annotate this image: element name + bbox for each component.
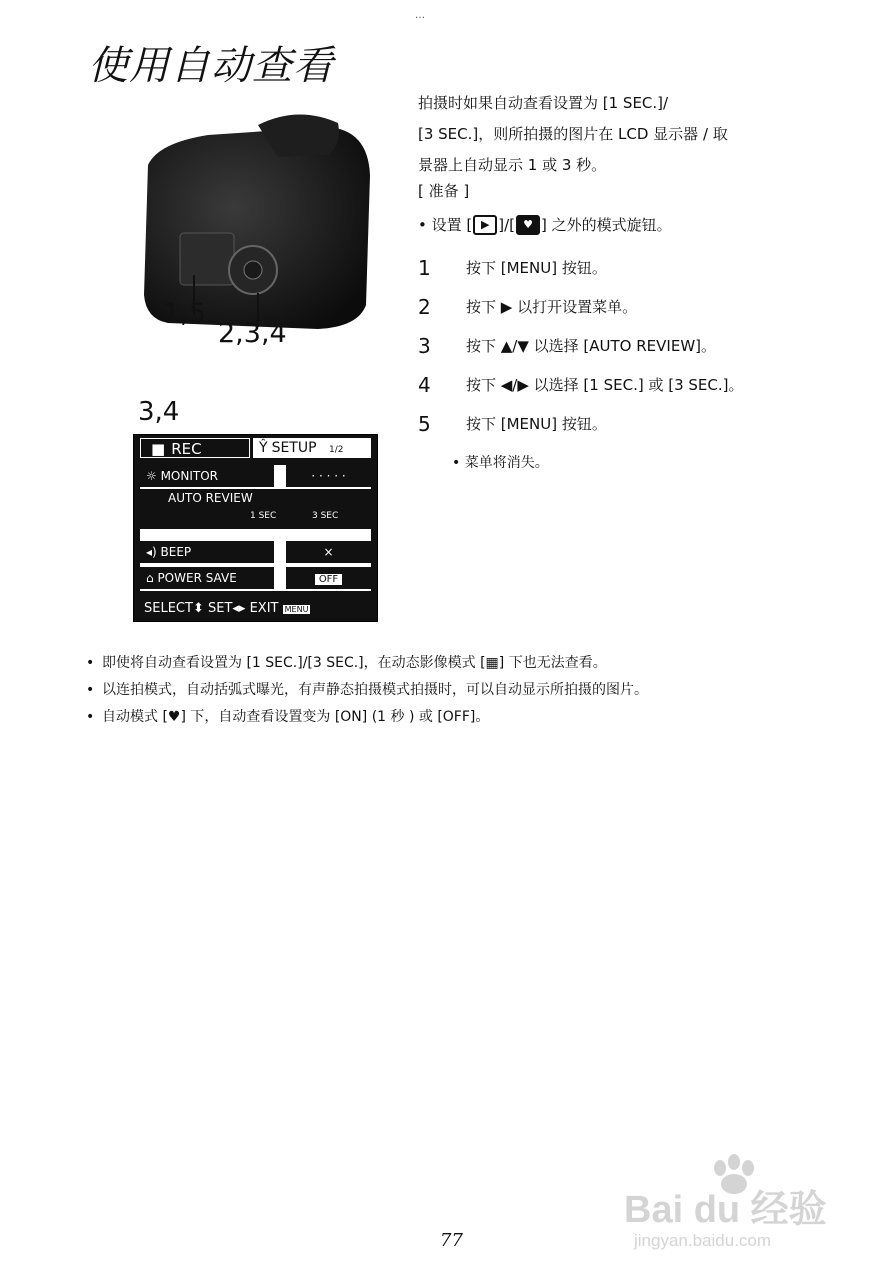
step-text: 按下 [MENU] 按钮。 (466, 259, 607, 277)
lcd-beep-value: × (286, 541, 371, 563)
lcd-opt-3sec: 3 SEC (312, 511, 339, 521)
bullet-icon: • (86, 709, 95, 725)
prep-bullet-sep: ]/[ (498, 215, 516, 234)
step-number: 3 (418, 333, 431, 358)
lcd-beep-label (140, 541, 274, 563)
lcd-auto-review-label: AUTO REVIEW (168, 491, 253, 505)
prep-heading: [ 准备 ] (418, 182, 470, 200)
notes-list (86, 650, 846, 731)
watermark-url: jingyan.baidu.com (634, 1231, 772, 1250)
page-title: 使用自动查看 (88, 43, 334, 89)
step-text: 按下 ◀/▶ 以选择 [1 SEC.] 或 [3 SEC.]。 (466, 376, 744, 394)
lcd-menu-illustration (133, 434, 378, 622)
step-item (418, 326, 858, 365)
step-number: 2 (418, 294, 431, 319)
header-mark: … (415, 10, 425, 21)
prep-bullet-prefix: • 设置 [ (418, 216, 473, 234)
note-text: 即使将自动查看设置为 [1 SEC.]/[3 SEC.]，在动态影像模式 [▦] 下也无法查看。 (102, 655, 607, 671)
lcd-row-auto-review (140, 489, 371, 529)
note-text: 自动模式 [♥] 下，自动查看设置变为 [ON] (1 秒 ) 或 [OFF]。 (102, 709, 490, 725)
lcd-opt-1sec: 1 SEC (250, 511, 277, 521)
lcd-row-beep (140, 541, 371, 563)
intro-line: [3 SEC.]，则所拍摄的图片在 LCD 显示器 / 取 (418, 125, 728, 143)
step-number: 4 (418, 372, 431, 397)
left-right-icon: ◂▸ (232, 601, 250, 616)
step-5-note: • 菜单将消失。 (452, 455, 549, 471)
lcd-tab-rec-label: REC (171, 440, 202, 458)
intro-line: 拍摄时如果自动查看设置为 [1 SEC.]/ (418, 94, 669, 112)
watermark-brand: Bai du 经验 (624, 1189, 827, 1231)
wrench-icon: Ŷ (259, 440, 268, 456)
lcd-menu-badge: MENU (284, 605, 309, 614)
lcd-tab-rec (140, 438, 250, 458)
lcd-monitor-value: · · · · · (286, 465, 371, 487)
callout-2-3-4: 2,3,4 (218, 318, 287, 349)
callout-1-5: 1,5 (163, 298, 206, 329)
play-mode-icon: ▶ (473, 215, 497, 235)
lcd-tab-setup (253, 438, 371, 458)
up-down-icon: ⬍ (192, 601, 208, 616)
step-number: 1 (418, 255, 431, 280)
step-item (418, 404, 858, 443)
lcd-power-save-label (140, 567, 274, 589)
baidu-watermark-logo (622, 1150, 837, 1250)
intro-line: 景器上自动显示 1 或 3 秒。 (418, 156, 607, 174)
speaker-icon: ◂) (146, 545, 161, 559)
step-text: 按下 ▲/▼ 以选择 [AUTO REVIEW]。 (466, 337, 717, 355)
camera-icon: ■ (151, 440, 166, 458)
step-text: 按下 [MENU] 按钮。 (466, 415, 607, 433)
lcd-figure-label: 3,4 (138, 397, 180, 427)
note-text: 以连拍模式，自动括弧式曝光，有声静态拍摄模式拍摄时，可以自动显示所拍摄的图片。 (102, 682, 648, 698)
lcd-tab-bar (134, 435, 377, 461)
lcd-monitor-text: MONITOR (160, 469, 219, 483)
prep-bullet-suffix: ] 之外的模式旋钮。 (541, 216, 672, 234)
lcd-exit-label: EXIT (249, 601, 279, 616)
lcd-monitor-label (140, 465, 274, 487)
note-item (86, 677, 846, 704)
lcd-bottom-bar (134, 597, 377, 621)
bullet-icon: • (86, 682, 95, 698)
note-item (86, 650, 846, 677)
lcd-select-label: SELECT (144, 601, 193, 616)
lcd-tab-page: 1/2 (329, 445, 344, 455)
step-item (418, 365, 858, 404)
prep-bullet (418, 214, 672, 235)
lcd-power-save-off: OFF (315, 574, 342, 585)
step-item (418, 287, 858, 326)
power-save-icon: ⌂ (146, 571, 158, 585)
note-item (86, 704, 846, 731)
lcd-row-power-save (140, 567, 371, 589)
brightness-icon: ☼ (146, 469, 161, 483)
heart-mode-icon: ♥ (516, 215, 540, 235)
step-item (418, 248, 858, 287)
lcd-row-monitor (140, 465, 371, 487)
step-text: 按下 ▶ 以打开设置菜单。 (466, 298, 638, 316)
bullet-icon: • (86, 655, 95, 671)
lcd-beep-text: BEEP (160, 545, 192, 559)
page-number: 77 (440, 1230, 463, 1251)
step-number: 5 (418, 411, 431, 436)
lcd-tab-setup-label: SETUP (271, 440, 317, 456)
lcd-set-label: SET (207, 601, 233, 616)
steps-list (418, 248, 858, 443)
intro-paragraph (418, 88, 838, 181)
lcd-menu-area (140, 465, 371, 591)
lcd-power-save-text: POWER SAVE (157, 571, 237, 585)
lcd-power-save-value (286, 567, 371, 589)
